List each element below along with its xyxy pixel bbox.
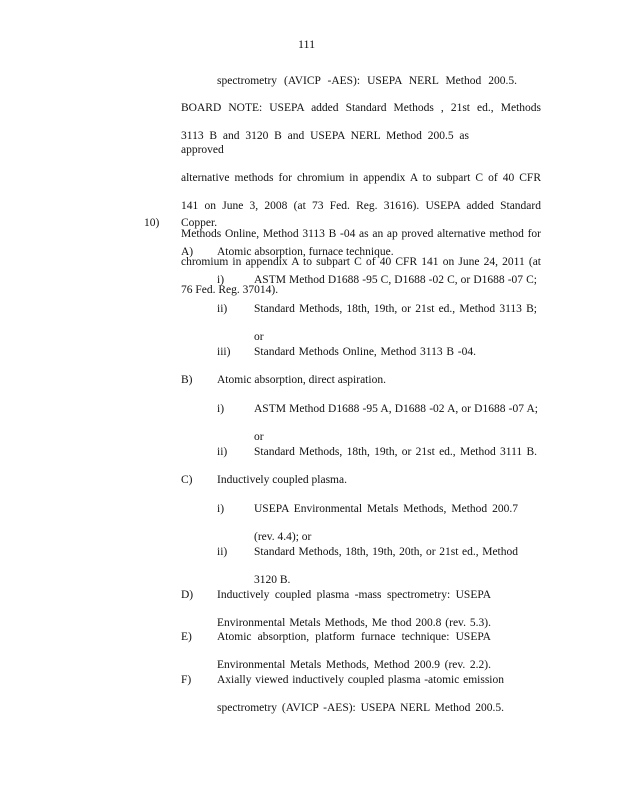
subsection-label: ii) bbox=[217, 303, 228, 315]
text-line: ASTM Method D1688 -95 C, D1688 -02 C, or D1688 -07 C; bbox=[254, 274, 537, 286]
subsection-text bbox=[254, 445, 537, 473]
text-line: Standard Methods, 18th, 19th, or 21st ed., Method 3113 B; bbox=[254, 303, 537, 315]
subsection-text bbox=[254, 345, 476, 373]
text-line: or bbox=[254, 331, 264, 343]
page-number: 111 bbox=[298, 37, 316, 51]
text-line: Axially viewed inductively coupled plasma -atomic emission bbox=[217, 674, 504, 686]
board-note-line: 76 Fed. Reg. 37014). bbox=[181, 284, 279, 296]
text-line: (rev. 4.4); or bbox=[254, 531, 312, 543]
text-line: Atomic absorption, direct aspiration. bbox=[217, 374, 386, 386]
subsection-text bbox=[254, 402, 538, 444]
text-line: Standard Methods, 18th, 19th, 20th, or 21st ed., Method bbox=[254, 546, 518, 558]
continuation-line bbox=[217, 74, 517, 102]
text-line: Inductively coupled plasma -mass spectrometry: USEPA bbox=[217, 589, 491, 601]
text-line: Atomic absorption, furnace technique. bbox=[217, 246, 394, 258]
text-line: Standard Methods, 18th, 19th, or 21st ed., Method 3111 B. bbox=[254, 446, 537, 458]
subsection-label: i) bbox=[217, 503, 225, 515]
text-line: ASTM Method D1688 -95 A, D1688 -02 A, or D1688 -07 A; bbox=[254, 403, 538, 415]
subsection-text bbox=[254, 502, 518, 544]
text-line: USEPA Environmental Metals Methods, Method 200.7 bbox=[254, 503, 518, 515]
text-line: Standard Methods Online, Method 3113 B -04. bbox=[254, 346, 476, 358]
subsection-label: ii) bbox=[217, 546, 228, 558]
item-number: 10) bbox=[144, 217, 160, 229]
text-line: 3120 B. bbox=[254, 574, 291, 586]
subsection-text bbox=[254, 273, 537, 301]
section-text bbox=[217, 473, 537, 487]
text-line: Atomic absorption, platform furnace technique: USEPA bbox=[217, 631, 491, 643]
subsection-label: ii) bbox=[217, 446, 228, 458]
subsection-label: i) bbox=[217, 274, 225, 286]
section-label: D) bbox=[181, 589, 194, 601]
board-note-line: alternative methods for chromium in appendix A to subpart C of 40 CFR bbox=[181, 172, 541, 184]
text-line: Inductively coupled plasma. bbox=[217, 474, 347, 486]
board-note bbox=[181, 101, 541, 297]
board-note-line: 3113 B and 3120 B and USEPA NERL Method 200.5 as approved bbox=[181, 130, 469, 156]
subsection-label: i) bbox=[217, 403, 225, 415]
board-note-line: Methods Online, Method 3113 B -04 as an ap proved alternative method for bbox=[181, 228, 541, 240]
section-label: A) bbox=[181, 246, 194, 258]
section-label: B) bbox=[181, 374, 193, 386]
section-text bbox=[217, 373, 537, 387]
section-label: E) bbox=[181, 631, 192, 643]
section-label: C) bbox=[181, 474, 193, 486]
subsection-label: iii) bbox=[217, 346, 231, 358]
text-line: or bbox=[254, 431, 264, 443]
board-note-line: 141 on June 3, 2008 (at 73 Fed. Reg. 31616). USEPA added Standard bbox=[181, 200, 541, 212]
text-line: Environmental Metals Methods, Method 200.9 (rev. 2.2). bbox=[217, 659, 491, 671]
item-title: Copper. bbox=[181, 217, 218, 229]
text-line: spectrometry (AVICP -AES): USEPA NERL Method 200.5. bbox=[217, 75, 517, 87]
board-note-line: chromium in appendix A to subpart C of 40 CFR 141 on June 24, 2011 (at bbox=[181, 256, 541, 268]
section-text bbox=[217, 245, 537, 259]
board-note-line: BOARD NOTE: USEPA added Standard Methods , 21st ed., Methods bbox=[181, 102, 541, 114]
subsection-text bbox=[254, 302, 537, 344]
text-line: spectrometry (AVICP -AES): USEPA NERL Method 200.5. bbox=[217, 702, 504, 714]
subsection-text bbox=[254, 545, 518, 587]
section-label: F) bbox=[181, 674, 192, 686]
section-text bbox=[217, 673, 504, 729]
text-line: Environmental Metals Methods, Me thod 200.8 (rev. 5.3). bbox=[217, 617, 491, 629]
